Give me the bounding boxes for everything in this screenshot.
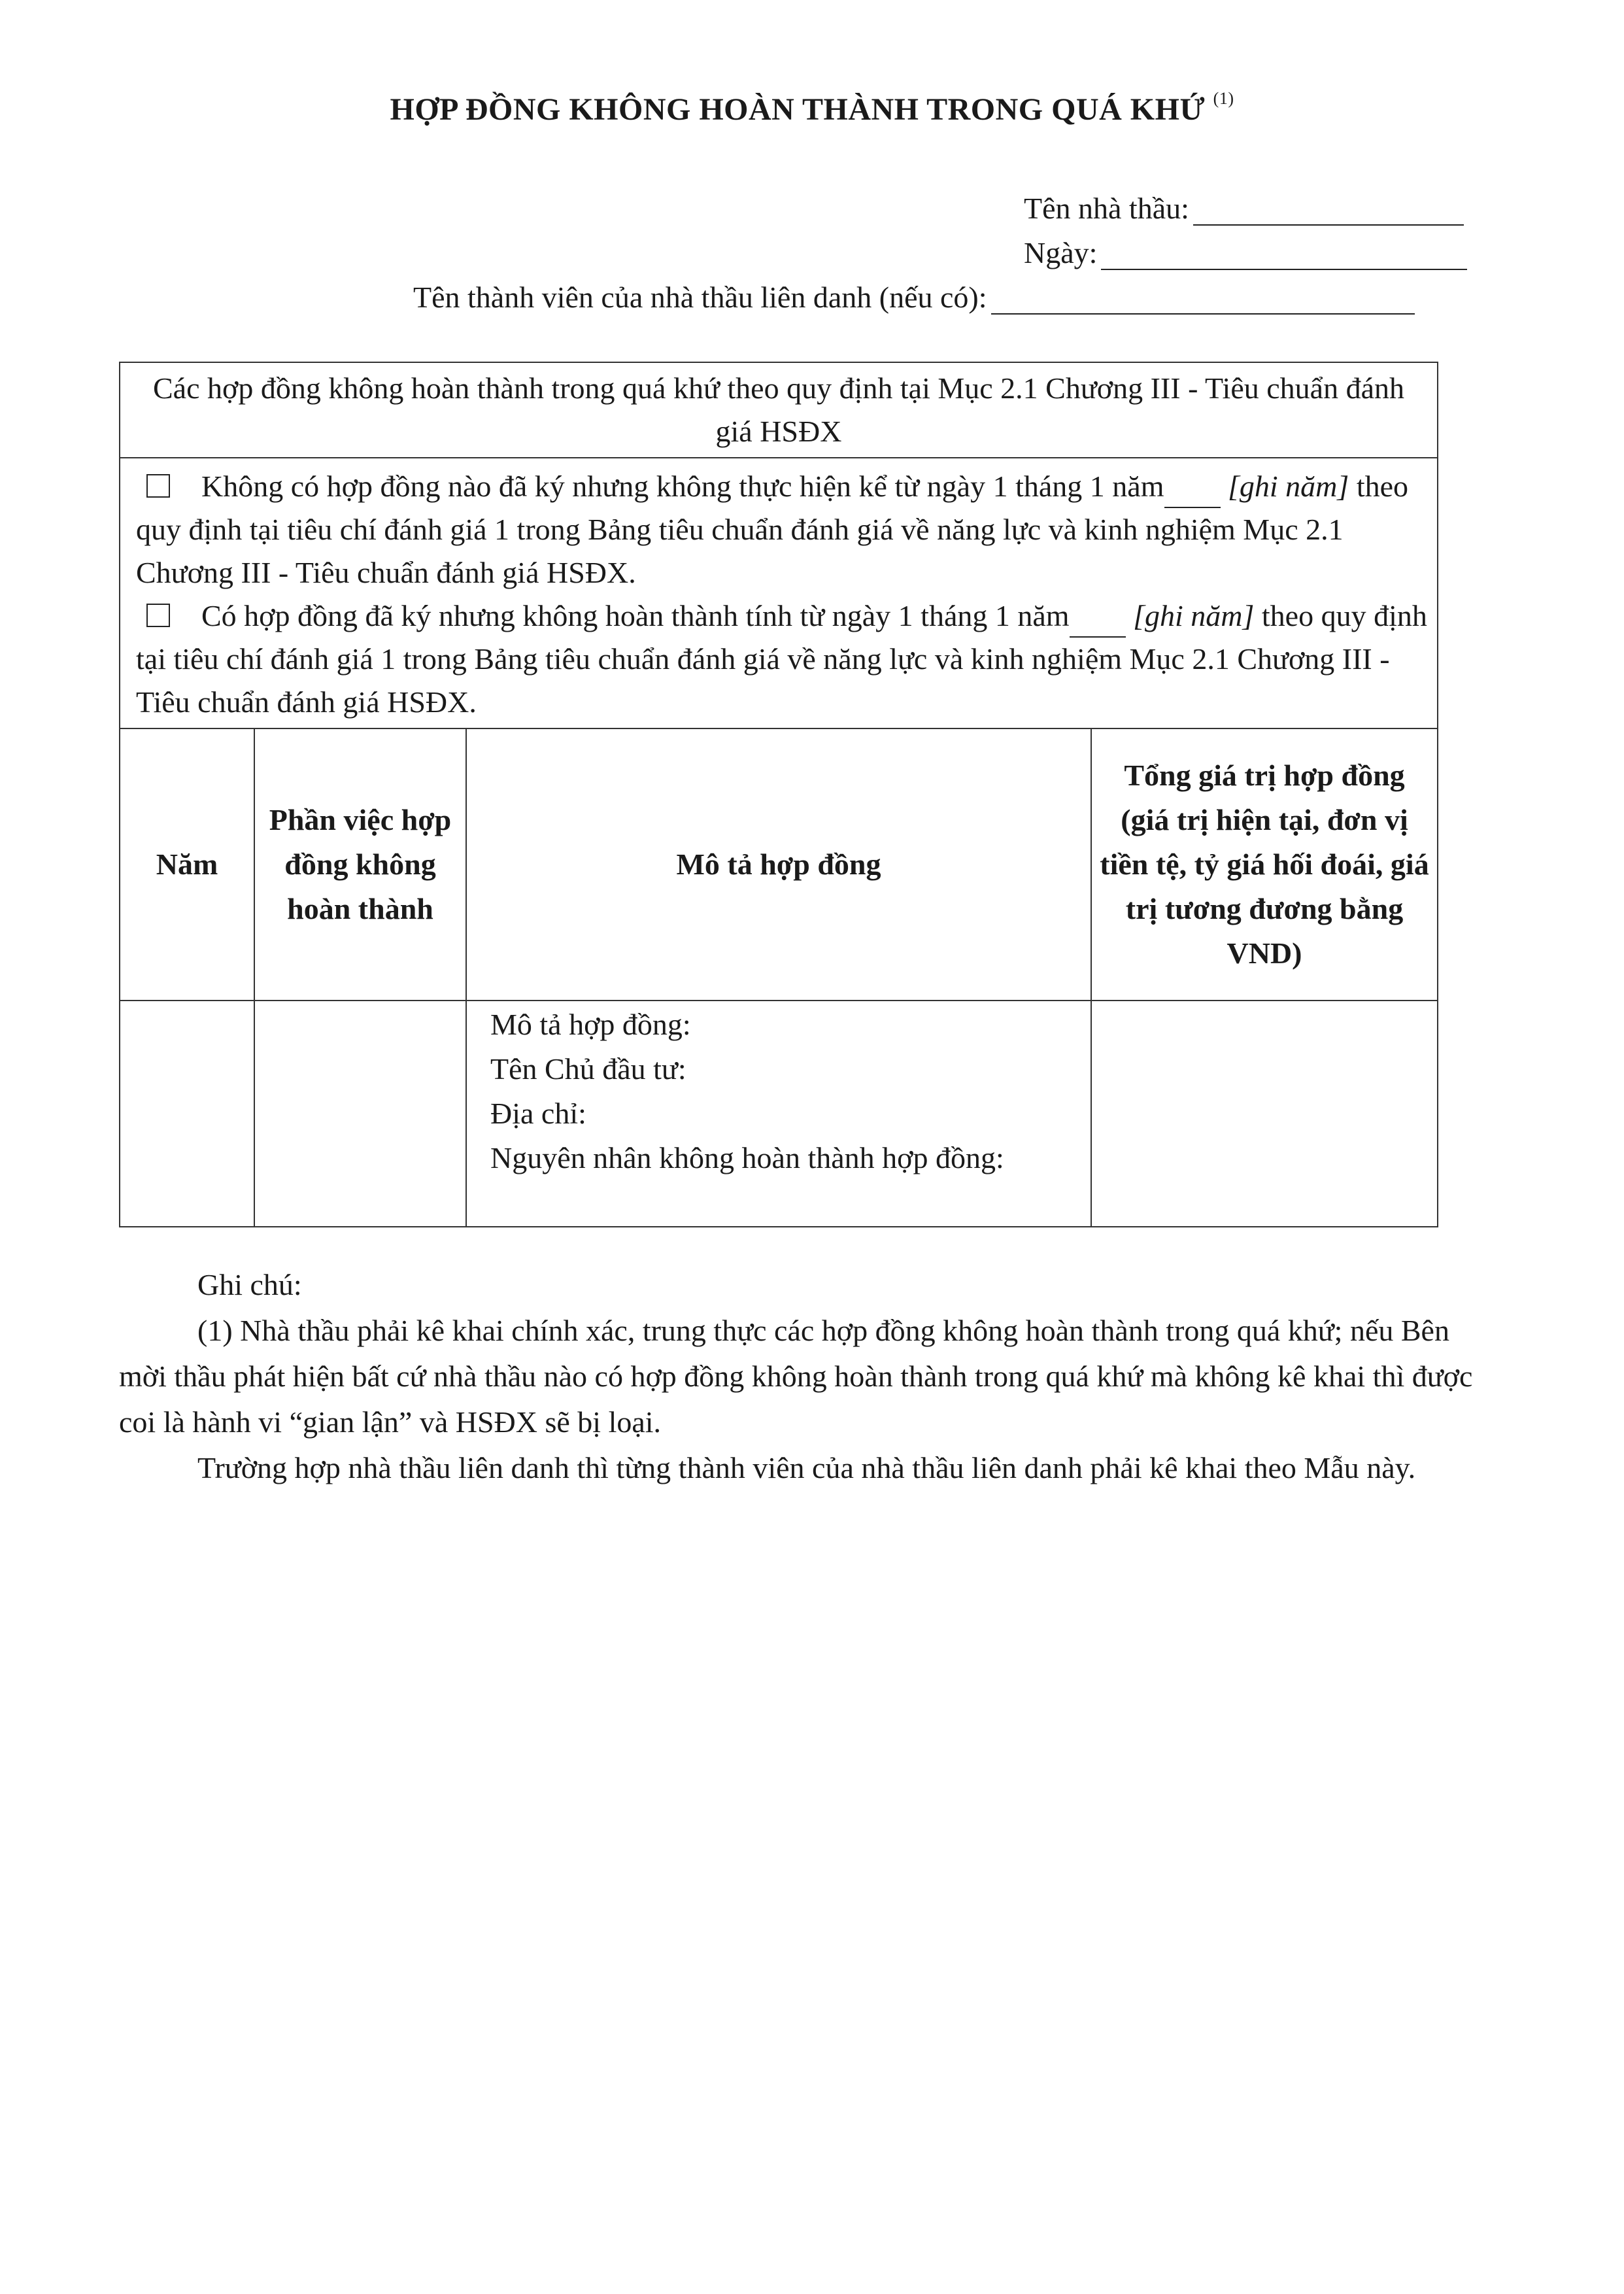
table-header: Các hợp đồng không hoàn thành trong quá khứ theo quy định tại Mục 2.1 Chương III - Tiêu chuẩn đánh giá HSĐX [120,362,1438,458]
date-field [1024,235,1467,270]
cell-year[interactable] [120,1001,254,1227]
column-total-value: Tổng giá trị hợp đồng (giá trị hiện tại, đơn vị tiền tệ, tỷ giá hối đoái, giá trị tương đương bằng VND) [1091,728,1438,1001]
option2-text-after: theo quy định tại tiêu chí đánh giá 1 trong Bảng tiêu chuẩn đánh giá về năng lực và kinh nghiệm Mục 2.1 Chương III - Tiêu chuẩn đánh giá HSĐX. [136,599,1427,719]
desc-line-address: Địa chỉ: [490,1097,586,1130]
option1-text-after: theo quy định tại tiêu chí đánh giá 1 trong Bảng tiêu chuẩn đánh giá về năng lực và kinh nghiệm Mục 2.1 Chương III - Tiêu chuẩn đánh giá HSĐX. [136,470,1409,589]
column-header-row [120,728,1438,1001]
column-year: Năm [120,728,254,1001]
title-footnote-mark: (1) [1213,89,1234,108]
year-blank-1[interactable] [1164,481,1221,508]
options-row [120,458,1438,728]
option2-text: Có hợp đồng đã ký nhưng không hoàn thành tính từ ngày 1 tháng 1 năm [201,599,1070,632]
desc-line-owner: Tên Chủ đầu tư: [490,1052,686,1086]
date-label: Ngày: [1024,236,1098,269]
desc-line-reason: Nguyên nhân không hoàn thành hợp đồng: [490,1141,1004,1174]
member-name-label: Tên thành viên của nhà thầu liên danh (nếu có): [413,281,987,314]
note-1: (1) Nhà thầu phải kê khai chính xác, trung thực các hợp đồng không hoàn thành trong quá khứ; nếu Bên mời thầu phát hiện bất cứ nhà thầu nào có hợp đồng không hoàn thành trong quá khứ mà không kê khai thì được coi là hành vi “gian lận” và HSĐX sẽ bị loại. [119,1314,1473,1439]
contractor-name-label: Tên nhà thầu: [1024,192,1189,225]
notes-section [119,1262,1479,1491]
options-cell [120,458,1438,728]
option-has-contract [136,594,1428,724]
checkbox-no-contract[interactable] [146,474,170,498]
cell-description[interactable] [466,1001,1091,1227]
table-header-row [120,362,1438,458]
year-blank-2[interactable] [1070,610,1126,638]
member-name-input[interactable] [991,287,1415,315]
table-row [120,1001,1438,1227]
title-text: HỢP ĐỒNG KHÔNG HOÀN THÀNH TRONG QUÁ KHỨ [390,92,1206,127]
member-name-field [413,280,1415,315]
option2-year-hint: [ghi năm] [1133,599,1255,632]
option-no-contract [136,465,1428,594]
note-2: Trường hợp nhà thầu liên danh thì từng thành viên của nhà thầu liên danh phải kê khai theo Mẫu này. [197,1451,1416,1484]
cell-total-value[interactable] [1091,1001,1438,1227]
desc-line-contract: Mô tả hợp đồng: [490,1008,691,1041]
contractor-name-input[interactable] [1193,198,1464,226]
notes-heading: Ghi chú: [197,1268,302,1301]
contracts-table [119,362,1438,1227]
option1-year-hint: [ghi năm] [1228,470,1349,503]
checkbox-has-contract[interactable] [146,604,170,627]
column-incomplete-part: Phần việc hợp đồng không hoàn thành [254,728,466,1001]
cell-incomplete-part[interactable] [254,1001,466,1227]
option1-text: Không có hợp đồng nào đã ký nhưng không thực hiện kể từ ngày 1 tháng 1 năm [201,470,1164,503]
column-description: Mô tả hợp đồng [466,728,1091,1001]
page-title [0,89,1624,128]
date-input[interactable] [1101,243,1467,270]
contractor-name-field [1024,191,1464,226]
